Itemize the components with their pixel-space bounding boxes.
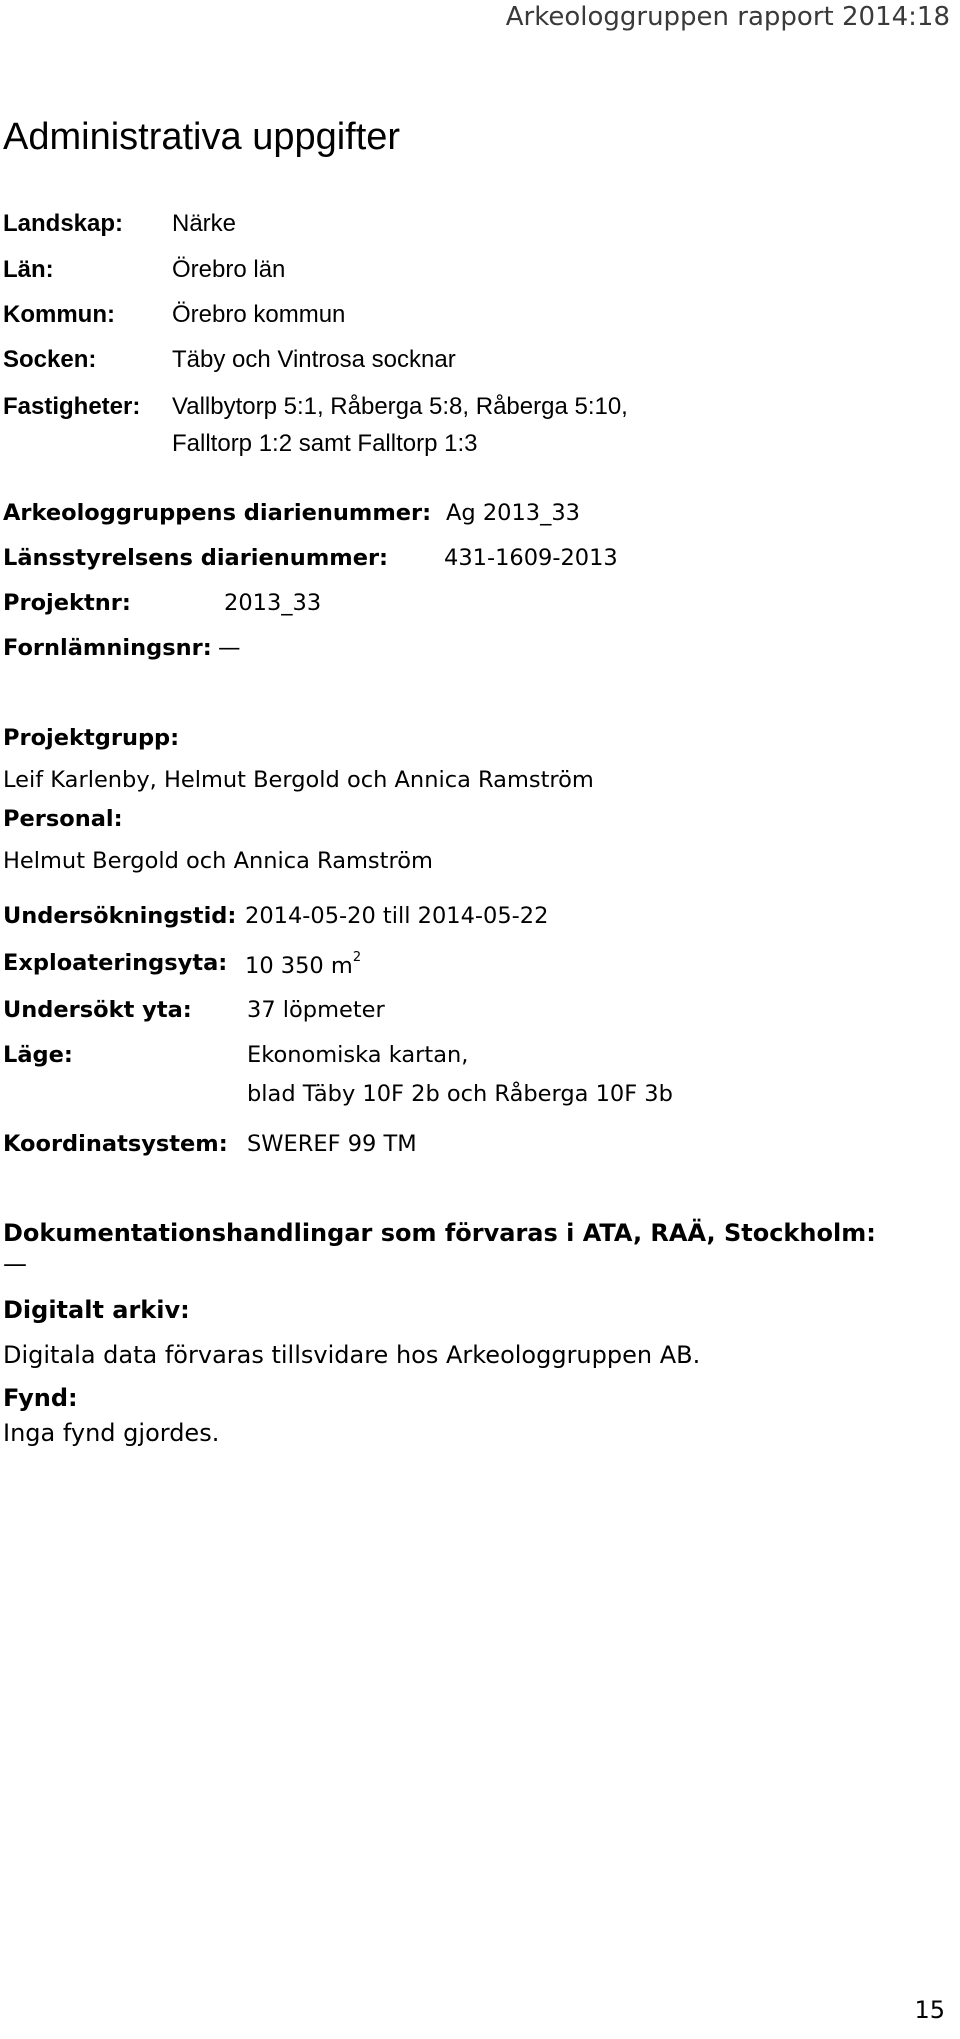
running-header: Arkeologgruppen rapport 2014:18 bbox=[505, 2, 950, 32]
lst-diarienummer-value: 431-1609-2013 bbox=[444, 545, 618, 571]
socken-label: Socken: bbox=[3, 346, 97, 373]
dokumentation-value: — bbox=[3, 1250, 27, 1278]
page-number: 15 bbox=[914, 1996, 945, 2024]
fastigheter-value-line2: Falltorp 1:2 samt Falltorp 1:3 bbox=[172, 430, 478, 457]
undersokt-yta-label: Undersökt yta: bbox=[3, 997, 192, 1023]
area-unit-superscript: 2 bbox=[352, 950, 362, 965]
exploateringsyta-label: Exploateringsyta: bbox=[3, 950, 228, 976]
landskap-value: Närke bbox=[172, 210, 237, 237]
undersokningstid-label: Undersökningstid: bbox=[3, 903, 237, 929]
fastigheter-value-line1: Vallbytorp 5:1, Råberga 5:8, Råberga 5:10, bbox=[172, 393, 628, 420]
exploateringsyta-value bbox=[245, 950, 361, 979]
lan-label: Län: bbox=[3, 256, 54, 283]
exploateringsyta-number: 10 350 m bbox=[245, 953, 353, 979]
fynd-label: Fynd: bbox=[3, 1384, 78, 1412]
ag-diarienummer-label: Arkeologgruppens diarienummer: bbox=[3, 500, 432, 526]
digitalt-arkiv-label: Digitalt arkiv: bbox=[3, 1296, 190, 1324]
projektnr-value: 2013_33 bbox=[224, 590, 322, 616]
ag-diarienummer-value: Ag 2013_33 bbox=[446, 500, 580, 526]
personal-value: Helmut Bergold och Annica Ramström bbox=[3, 848, 433, 874]
lage-label: Läge: bbox=[3, 1042, 73, 1068]
koordinatsystem-label: Koordinatsystem: bbox=[3, 1131, 228, 1157]
page-title: Administrativa uppgifter bbox=[3, 116, 401, 158]
lage-value-line2: blad Täby 10F 2b och Råberga 10F 3b bbox=[247, 1081, 673, 1107]
kommun-value: Örebro kommun bbox=[172, 301, 346, 328]
projektgrupp-label: Projektgrupp: bbox=[3, 725, 180, 751]
koordinatsystem-value: SWEREF 99 TM bbox=[247, 1131, 417, 1157]
fynd-value: Inga fynd gjordes. bbox=[3, 1419, 220, 1447]
lan-value: Örebro län bbox=[172, 256, 286, 283]
dokumentation-label: Dokumentationshandlingar som förvaras i ATA, RAÄ, Stockholm: bbox=[3, 1219, 876, 1247]
socken-value: Täby och Vintrosa socknar bbox=[172, 346, 456, 373]
projektgrupp-value: Leif Karlenby, Helmut Bergold och Annica Ramström bbox=[3, 767, 594, 793]
undersokningstid-value: 2014-05-20 till 2014-05-22 bbox=[245, 903, 549, 929]
undersokt-yta-value: 37 löpmeter bbox=[247, 997, 385, 1023]
kommun-label: Kommun: bbox=[3, 301, 115, 328]
personal-label: Personal: bbox=[3, 806, 123, 832]
lage-value-line1: Ekonomiska kartan, bbox=[247, 1042, 469, 1068]
landskap-label: Landskap: bbox=[3, 210, 124, 237]
fastigheter-label: Fastigheter: bbox=[3, 393, 141, 420]
fornlamningsnr-value: — bbox=[218, 635, 241, 661]
digitalt-arkiv-value: Digitala data förvaras tillsvidare hos Arkeologgruppen AB. bbox=[3, 1341, 701, 1369]
fornlamningsnr-label: Fornlämningsnr: bbox=[3, 635, 212, 661]
projektnr-label: Projektnr: bbox=[3, 590, 131, 616]
lst-diarienummer-label: Länsstyrelsens diarienummer: bbox=[3, 545, 389, 571]
